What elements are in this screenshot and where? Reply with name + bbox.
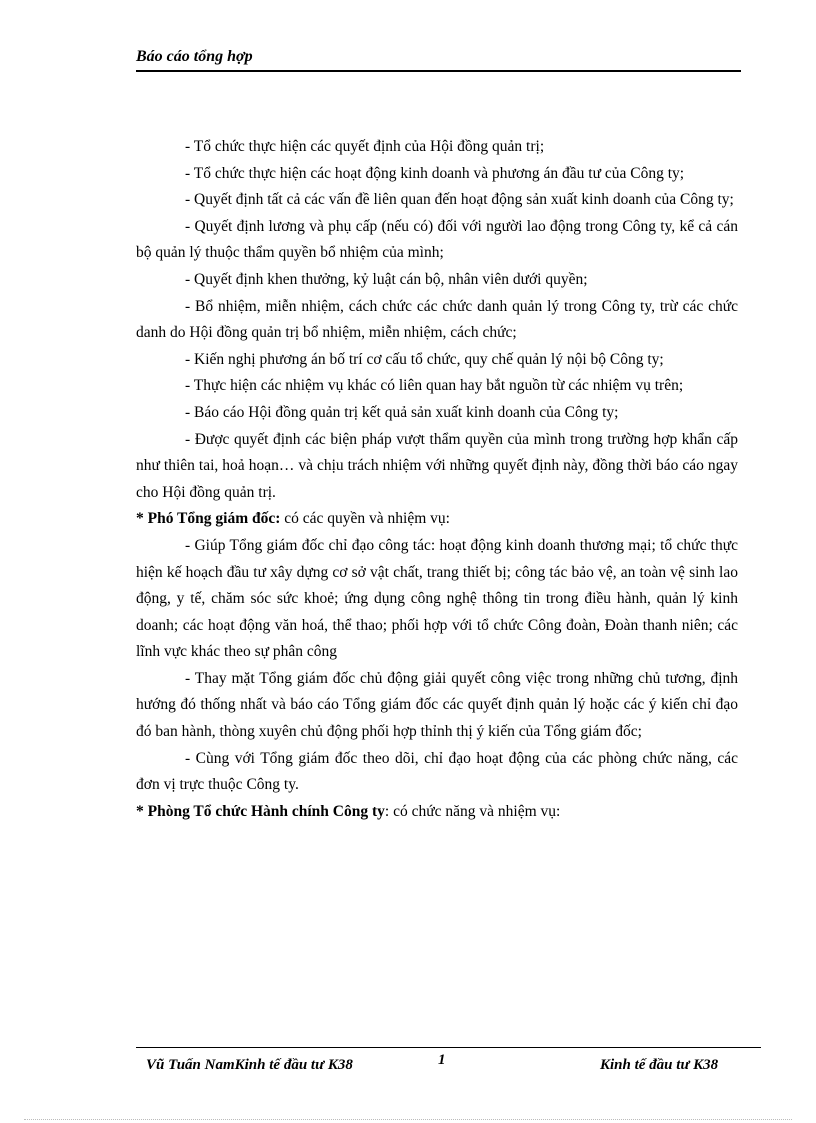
paragraph: - Cùng với Tổng giám đốc theo dõi, chỉ đạo hoạt động của các phòng chức năng, các đơn vị trực thuộc Công ty. — [136, 749, 738, 794]
paragraph: - Giúp Tổng giám đốc chỉ đạo công tác: hoạt động kinh doanh thương mại; tổ chức thực hiện kế hoạch đầu tư xây dựng cơ sở vật chất, trang thiết bị; công tác bảo vệ, an toàn vệ sinh lao động, y tế, chăm sóc sức khoẻ; ứng dụng công nghệ thông tin trong điều hành, quản lý kinh doanh; các hoạt động văn hoá, thể thao; phối hợp với tổ chức Công đoàn, Đoàn thanh niên; các lĩnh vực khác theo sự phân công — [136, 536, 738, 661]
page-number: 1 — [438, 1052, 446, 1068]
paragraph: - Báo cáo Hội đồng quản trị kết quả sản xuất kinh doanh của Công ty; — [185, 403, 619, 421]
footer-divider — [136, 1047, 761, 1048]
section-intro: có các quyền và nhiệm vụ: — [280, 510, 450, 528]
document-body — [136, 134, 738, 825]
section-heading-label: * Phòng Tổ chức Hành chính Công ty — [136, 802, 385, 820]
page-edge-divider — [24, 1119, 792, 1120]
paragraph: - Thay mặt Tổng giám đốc chủ động giải quyết công việc trong những chủ tương, định hướng đó thống nhất và báo cáo Tổng giám đốc các quyết định quản lý hoặc các ý kiến chỉ đạo đó ban hành, thòng xuyên chủ động phối hợp thỉnh thị ý kiến của Tổng giám đốc; — [136, 669, 738, 741]
paragraph: - Được quyết định các biện pháp vượt thẩm quyền của mình trong trường hợp khẩn cấp như thiên tai, hoả hoạn… và chịu trách nhiệm với những quyết định này, đồng thời báo cáo ngay cho Hội đồng quản trị. — [136, 430, 738, 501]
paragraph: - Kiến nghị phương án bố trí cơ cấu tổ chức, quy chế quản lý nội bộ Công ty; — [185, 350, 664, 368]
paragraph: - Quyết định lương và phụ cấp (nếu có) đối với người lao động trong Công ty, kể cả cán bộ quản lý thuộc thẩm quyền bổ nhiệm của mình; — [136, 217, 738, 262]
footer-author: Vũ Tuấn NamKinh tế đầu tư K38 — [146, 1057, 353, 1073]
section-heading-label: * Phó Tổng giám đốc: — [136, 510, 281, 528]
paragraph: - Quyết định khen thưởng, kỷ luật cán bộ, nhân viên dưới quyền; — [185, 270, 588, 288]
section-intro: : có chức năng và nhiệm vụ: — [384, 802, 561, 820]
header-divider — [136, 70, 741, 72]
section-heading-deputy — [136, 506, 738, 533]
paragraph: - Quyết định tất cả các vấn đề liên quan đến hoạt động sản xuất kinh doanh của Công ty; — [185, 191, 734, 209]
paragraph: - Tổ chức thực hiện các hoạt động kinh doanh và phương án đầu tư của Công ty; — [185, 164, 685, 182]
header-title: Báo cáo tổng hợp — [136, 48, 253, 65]
paragraph: - Bổ nhiệm, miễn nhiệm, cách chức các chức danh quản lý trong Công ty, trừ các chức danh do Hội đồng quản trị bổ nhiệm, miễn nhiệm, cách chức; — [136, 297, 738, 342]
footer-course: Kinh tế đầu tư K38 — [600, 1057, 719, 1073]
paragraph: - Thực hiện các nhiệm vụ khác có liên quan hay bắt nguồn từ các nhiệm vụ trên; — [185, 377, 684, 395]
paragraph: - Tổ chức thực hiện các quyết định của Hội đồng quản trị; — [185, 138, 545, 155]
section-heading-admin — [136, 799, 738, 826]
